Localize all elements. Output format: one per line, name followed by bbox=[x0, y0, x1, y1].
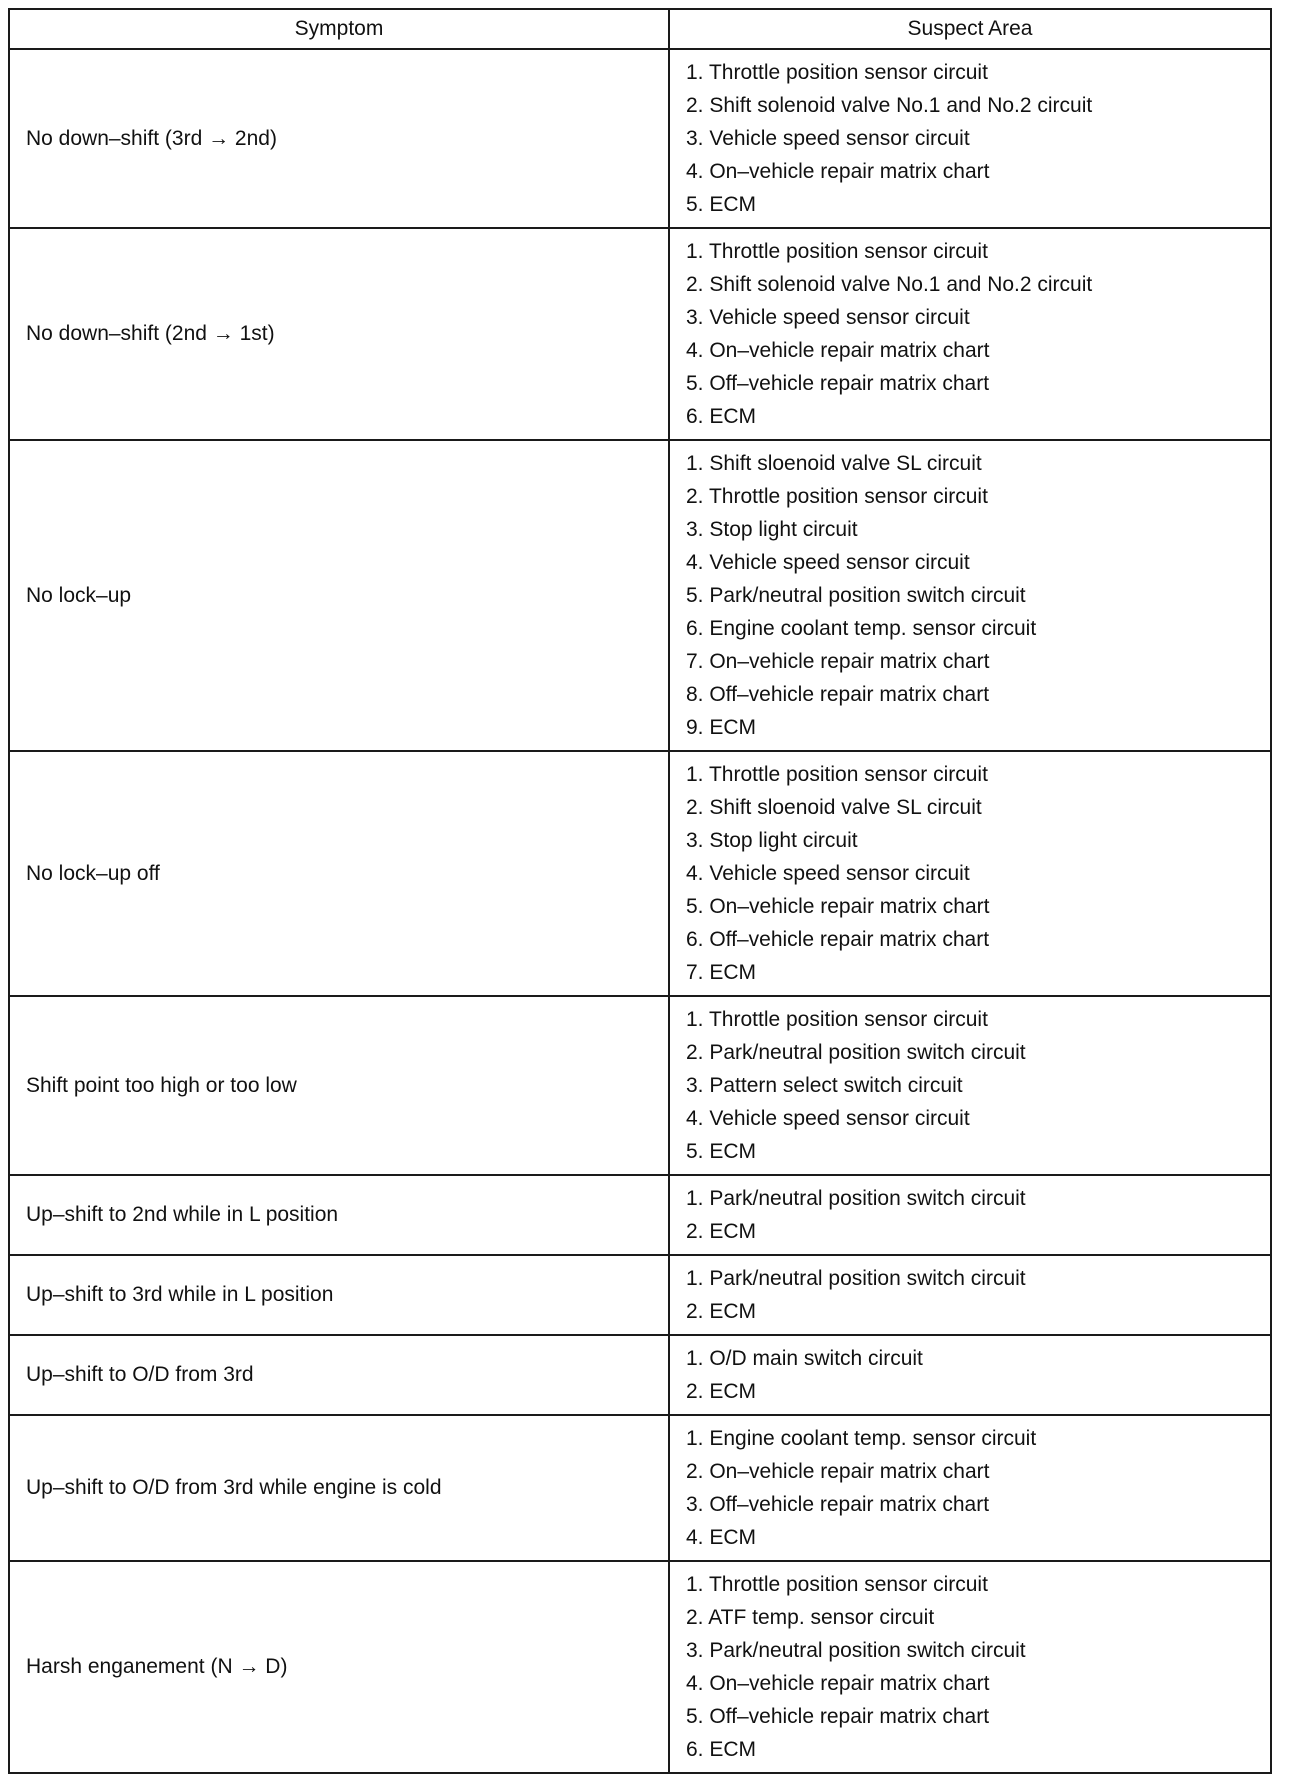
table-row bbox=[9, 1175, 1271, 1255]
suspect-area-item: 2. ECM bbox=[686, 1380, 757, 1403]
symptom-cell: No down–shift (2nd → 1st) bbox=[9, 228, 669, 440]
suspect-area-item: 6. Engine coolant temp. sensor circuit bbox=[686, 617, 1037, 640]
suspect-area-cell bbox=[669, 49, 1271, 228]
suspect-area-item: 3. Stop light circuit bbox=[686, 829, 858, 852]
suspect-area-item: 3. Vehicle speed sensor circuit bbox=[686, 127, 970, 150]
suspect-area-item: 6. Off–vehicle repair matrix chart bbox=[686, 928, 990, 951]
suspect-area-cell bbox=[669, 996, 1271, 1175]
suspect-area-item: 3. Stop light circuit bbox=[686, 518, 858, 541]
suspect-area-item: 4. On–vehicle repair matrix chart bbox=[686, 339, 990, 362]
suspect-area-item: 5. Off–vehicle repair matrix chart bbox=[686, 1705, 990, 1728]
suspect-area-item: 2. Throttle position sensor circuit bbox=[686, 485, 988, 508]
suspect-area-item: 5. ECM bbox=[686, 1140, 757, 1163]
suspect-area-item: 2. Shift solenoid valve No.1 and No.2 circuit bbox=[686, 273, 1093, 296]
symptom-cell: Up–shift to 2nd while in L position bbox=[9, 1175, 669, 1255]
symptom-cell: Up–shift to O/D from 3rd bbox=[9, 1335, 669, 1415]
suspect-area-item: 3. Off–vehicle repair matrix chart bbox=[686, 1493, 990, 1516]
suspect-area-list bbox=[686, 1262, 1270, 1328]
problem-symptoms-table bbox=[8, 8, 1272, 1774]
document-page bbox=[8, 8, 1270, 1774]
table-row bbox=[9, 1415, 1271, 1561]
symptom-cell: Up–shift to O/D from 3rd while engine is cold bbox=[9, 1415, 669, 1561]
symptom-cell: Harsh enganement (N → D) bbox=[9, 1561, 669, 1773]
suspect-area-item: 4. Vehicle speed sensor circuit bbox=[686, 551, 970, 574]
table-body bbox=[9, 49, 1271, 1773]
suspect-area-item: 2. Park/neutral position switch circuit bbox=[686, 1041, 1026, 1064]
suspect-area-cell bbox=[669, 1415, 1271, 1561]
suspect-area-item: 2. ATF temp. sensor circuit bbox=[686, 1606, 935, 1629]
suspect-area-item: 2. ECM bbox=[686, 1220, 757, 1243]
suspect-area-item: 3. Park/neutral position switch circuit bbox=[686, 1639, 1026, 1662]
symptom-column-header: Symptom bbox=[9, 9, 669, 49]
table-row bbox=[9, 1255, 1271, 1335]
suspect-area-cell bbox=[669, 440, 1271, 751]
suspect-area-cell bbox=[669, 1175, 1271, 1255]
suspect-area-item: 7. On–vehicle repair matrix chart bbox=[686, 650, 990, 673]
suspect-area-item: 2. ECM bbox=[686, 1300, 757, 1323]
suspect-area-item: 6. ECM bbox=[686, 1738, 757, 1761]
suspect-area-column-header: Suspect Area bbox=[669, 9, 1271, 49]
suspect-area-item: 1. Throttle position sensor circuit bbox=[686, 763, 988, 786]
suspect-area-list bbox=[686, 1342, 1270, 1408]
symptom-cell: No lock–up off bbox=[9, 751, 669, 996]
symptom-cell: Up–shift to 3rd while in L position bbox=[9, 1255, 669, 1335]
suspect-area-item: 1. Throttle position sensor circuit bbox=[686, 240, 988, 263]
table-row bbox=[9, 440, 1271, 751]
suspect-area-item: 1. Park/neutral position switch circuit bbox=[686, 1187, 1026, 1210]
suspect-area-cell bbox=[669, 1335, 1271, 1415]
table-row bbox=[9, 1561, 1271, 1773]
suspect-area-item: 4. ECM bbox=[686, 1526, 757, 1549]
table-header-row bbox=[9, 9, 1271, 49]
suspect-area-item: 3. Vehicle speed sensor circuit bbox=[686, 306, 970, 329]
suspect-area-cell bbox=[669, 751, 1271, 996]
symptom-cell: No down–shift (3rd → 2nd) bbox=[9, 49, 669, 228]
suspect-area-list bbox=[686, 1182, 1270, 1248]
suspect-area-item: 4. On–vehicle repair matrix chart bbox=[686, 1672, 990, 1695]
table-row bbox=[9, 996, 1271, 1175]
suspect-area-item: 4. On–vehicle repair matrix chart bbox=[686, 160, 990, 183]
suspect-area-cell bbox=[669, 228, 1271, 440]
suspect-area-list bbox=[686, 1422, 1270, 1554]
symptom-cell: Shift point too high or too low bbox=[9, 996, 669, 1175]
suspect-area-item: 8. Off–vehicle repair matrix chart bbox=[686, 683, 990, 706]
suspect-area-list bbox=[686, 235, 1270, 433]
suspect-area-item: 1. Throttle position sensor circuit bbox=[686, 1008, 988, 1031]
suspect-area-item: 5. Park/neutral position switch circuit bbox=[686, 584, 1026, 607]
suspect-area-item: 1. Throttle position sensor circuit bbox=[686, 1573, 988, 1596]
suspect-area-item: 1. O/D main switch circuit bbox=[686, 1347, 923, 1370]
suspect-area-item: 6. ECM bbox=[686, 405, 757, 428]
suspect-area-list bbox=[686, 56, 1270, 221]
suspect-area-item: 3. Pattern select switch circuit bbox=[686, 1074, 963, 1097]
suspect-area-item: 7. ECM bbox=[686, 961, 757, 984]
table-row bbox=[9, 1335, 1271, 1415]
suspect-area-list bbox=[686, 1003, 1270, 1168]
suspect-area-list bbox=[686, 1568, 1270, 1766]
suspect-area-item: 1. Engine coolant temp. sensor circuit bbox=[686, 1427, 1037, 1450]
suspect-area-item: 5. ECM bbox=[686, 193, 757, 216]
suspect-area-item: 1. Shift sloenoid valve SL circuit bbox=[686, 452, 982, 475]
table-row bbox=[9, 751, 1271, 996]
suspect-area-item: 5. Off–vehicle repair matrix chart bbox=[686, 372, 990, 395]
suspect-area-item: 2. Shift solenoid valve No.1 and No.2 circuit bbox=[686, 94, 1093, 117]
suspect-area-item: 5. On–vehicle repair matrix chart bbox=[686, 895, 990, 918]
suspect-area-cell bbox=[669, 1255, 1271, 1335]
suspect-area-item: 1. Park/neutral position switch circuit bbox=[686, 1267, 1026, 1290]
suspect-area-item: 4. Vehicle speed sensor circuit bbox=[686, 1107, 970, 1130]
suspect-area-list bbox=[686, 758, 1270, 989]
table-row bbox=[9, 49, 1271, 228]
suspect-area-item: 2. Shift sloenoid valve SL circuit bbox=[686, 796, 982, 819]
symptom-cell: No lock–up bbox=[9, 440, 669, 751]
suspect-area-list bbox=[686, 447, 1270, 744]
suspect-area-item: 2. On–vehicle repair matrix chart bbox=[686, 1460, 990, 1483]
suspect-area-cell bbox=[669, 1561, 1271, 1773]
table-row bbox=[9, 228, 1271, 440]
suspect-area-item: 1. Throttle position sensor circuit bbox=[686, 61, 988, 84]
suspect-area-item: 9. ECM bbox=[686, 716, 757, 739]
suspect-area-item: 4. Vehicle speed sensor circuit bbox=[686, 862, 970, 885]
